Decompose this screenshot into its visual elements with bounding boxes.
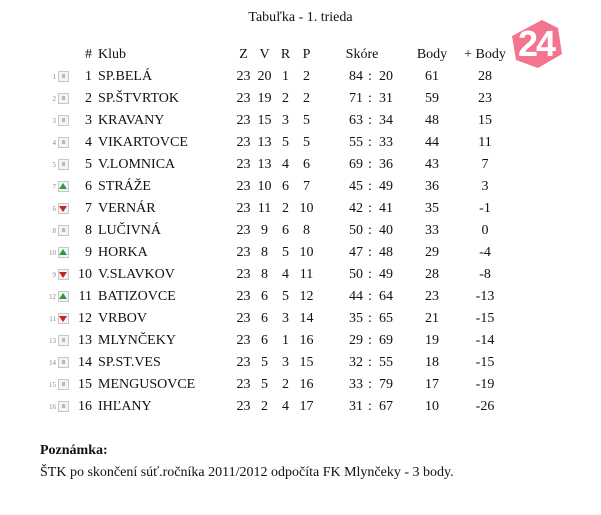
losses: 7 xyxy=(303,179,310,194)
points: 21 xyxy=(425,311,439,326)
trend-same-icon xyxy=(58,401,69,412)
losses: 12 xyxy=(299,289,314,304)
score-separator: : xyxy=(368,311,372,326)
losses: 5 xyxy=(303,113,310,128)
table-row xyxy=(44,264,513,286)
trend-mark xyxy=(59,316,67,322)
prev-position: 1 xyxy=(52,73,56,81)
trend-icon-cell xyxy=(58,374,72,396)
plus-points: -14 xyxy=(475,333,495,348)
played: 23 xyxy=(236,157,251,172)
played: 23 xyxy=(236,179,251,194)
rank: 16 xyxy=(78,399,92,414)
points: 10 xyxy=(425,399,439,414)
club-name: HORKA xyxy=(98,245,148,260)
goals-for: 44 xyxy=(349,289,363,304)
goals-against: 55 xyxy=(379,355,393,370)
club-name: IHĽANY xyxy=(98,399,152,414)
trend-same-icon xyxy=(58,93,69,104)
goals-for: 45 xyxy=(349,179,363,194)
losses: 15 xyxy=(299,355,314,370)
table-row xyxy=(44,242,513,264)
score-separator: : xyxy=(368,333,372,348)
plus-points: 28 xyxy=(478,69,492,84)
losses: 2 xyxy=(303,91,310,106)
losses: 14 xyxy=(299,311,314,326)
points: 29 xyxy=(425,245,439,260)
trend-mark xyxy=(62,118,65,122)
table-row xyxy=(44,154,513,176)
goals-for: 71 xyxy=(349,91,363,106)
losses: 10 xyxy=(299,201,314,216)
prev-position: 3 xyxy=(52,117,56,125)
goals-for: 84 xyxy=(349,69,363,84)
trend-same-icon xyxy=(58,71,69,82)
trend-icon-cell xyxy=(58,286,72,308)
table-row xyxy=(44,330,513,352)
played: 23 xyxy=(236,223,251,238)
plus-points: -26 xyxy=(475,399,495,414)
played: 23 xyxy=(236,91,251,106)
points: 43 xyxy=(425,157,439,172)
goals-against: 31 xyxy=(379,91,393,106)
played: 23 xyxy=(236,311,251,326)
goals-against: 64 xyxy=(379,289,393,304)
draws: 4 xyxy=(282,399,289,414)
prev-position: 15 xyxy=(49,381,56,389)
rank: 8 xyxy=(85,223,92,238)
points: 59 xyxy=(425,91,439,106)
played: 23 xyxy=(236,69,251,84)
trend-same-icon xyxy=(58,335,69,346)
trend-mark xyxy=(62,140,65,144)
logo-text: 24 xyxy=(517,23,555,64)
points: 23 xyxy=(425,289,439,304)
club-name: V.LOMNICA xyxy=(98,157,176,172)
trend-mark xyxy=(59,249,67,255)
goals-for: 55 xyxy=(349,135,363,150)
wins: 2 xyxy=(261,399,268,414)
trend-mark xyxy=(59,206,67,212)
trend-down-icon xyxy=(58,269,69,280)
rank: 14 xyxy=(78,355,92,370)
goals-for: 35 xyxy=(349,311,363,326)
draws: 3 xyxy=(282,311,289,326)
table-row xyxy=(44,132,513,154)
score-separator: : xyxy=(368,267,372,282)
wins: 6 xyxy=(261,289,268,304)
points: 61 xyxy=(425,69,439,84)
wins: 8 xyxy=(261,267,268,282)
draws: 5 xyxy=(282,289,289,304)
goals-against: 40 xyxy=(379,223,393,238)
table-row xyxy=(44,374,513,396)
draws: 3 xyxy=(282,113,289,128)
table-row xyxy=(44,308,513,330)
club-name: SP.BELÁ xyxy=(98,69,153,84)
wins: 6 xyxy=(261,333,268,348)
score-separator: : xyxy=(368,201,372,216)
header-draws: R xyxy=(280,47,291,62)
draws: 5 xyxy=(282,245,289,260)
prev-position: 5 xyxy=(52,161,56,169)
plus-points: 3 xyxy=(481,179,489,194)
club-name: MENGUSOVCE xyxy=(98,377,196,392)
trend-mark xyxy=(59,183,67,189)
trend-icon-cell xyxy=(58,88,72,110)
draws: 4 xyxy=(282,267,289,282)
club-name: VRBOV xyxy=(98,311,148,326)
draws: 6 xyxy=(282,179,289,194)
trend-icon-cell xyxy=(58,66,72,88)
table-header-row xyxy=(44,44,513,66)
points: 44 xyxy=(425,135,439,150)
trend-icon-cell xyxy=(58,220,72,242)
header-played: Z xyxy=(239,47,248,62)
rank: 10 xyxy=(78,267,92,282)
trend-same-icon xyxy=(58,357,69,368)
trend-icon-cell xyxy=(58,242,72,264)
goals-against: 49 xyxy=(379,267,393,282)
trend-icon-cell xyxy=(58,176,72,198)
club-name: SP.ST.VES xyxy=(98,355,161,370)
header-wins: V xyxy=(259,47,270,62)
goals-for: 32 xyxy=(349,355,363,370)
standings-table xyxy=(44,44,513,418)
losses: 16 xyxy=(299,333,314,348)
trend-icon-cell xyxy=(58,132,72,154)
prev-position: 9 xyxy=(52,271,56,279)
goals-for: 31 xyxy=(349,399,363,414)
plus-points: -1 xyxy=(479,201,491,216)
club-name: V.SLAVKOV xyxy=(98,267,175,282)
prev-position: 7 xyxy=(52,183,56,191)
wins: 13 xyxy=(257,135,272,150)
wins: 8 xyxy=(261,245,268,260)
points: 48 xyxy=(425,113,439,128)
losses: 8 xyxy=(303,223,310,238)
trend-mark xyxy=(62,360,65,364)
table-row xyxy=(44,286,513,308)
club-name: BATIZOVCE xyxy=(98,289,176,304)
played: 23 xyxy=(236,399,251,414)
wins: 10 xyxy=(257,179,272,194)
club-name: STRÁŽE xyxy=(98,179,151,194)
rank: 3 xyxy=(85,113,92,128)
trend-mark xyxy=(62,228,65,232)
score-separator: : xyxy=(368,179,372,194)
wins: 5 xyxy=(261,355,268,370)
draws: 2 xyxy=(282,91,289,106)
wins: 20 xyxy=(257,69,272,84)
club-name: KRAVANY xyxy=(98,113,165,128)
standings-body xyxy=(44,66,513,418)
trend-mark xyxy=(62,74,65,78)
trend-mark xyxy=(62,338,65,342)
rank: 2 xyxy=(85,91,92,106)
losses: 10 xyxy=(299,245,314,260)
played: 23 xyxy=(236,355,251,370)
trend-same-icon xyxy=(58,115,69,126)
points: 36 xyxy=(425,179,439,194)
score-separator: : xyxy=(368,399,372,414)
losses: 16 xyxy=(299,377,314,392)
trend-icon-cell xyxy=(58,330,72,352)
trend-icon-cell xyxy=(58,110,72,132)
header-losses: P xyxy=(302,47,311,62)
losses: 6 xyxy=(303,157,310,172)
score-separator: : xyxy=(368,289,372,304)
draws: 1 xyxy=(282,333,289,348)
goals-against: 20 xyxy=(379,69,393,84)
header-trend xyxy=(58,44,72,66)
header-rank: # xyxy=(85,47,92,62)
trend-icon-cell xyxy=(58,308,72,330)
prev-position: 13 xyxy=(49,337,56,345)
trend-mark xyxy=(62,96,65,100)
score-separator: : xyxy=(368,113,372,128)
goals-against: 41 xyxy=(379,201,393,216)
trend-mark xyxy=(59,293,67,299)
trend-same-icon xyxy=(58,225,69,236)
plus-points: -15 xyxy=(475,355,495,370)
draws: 4 xyxy=(282,157,289,172)
draws: 1 xyxy=(282,69,289,84)
plus-points: 0 xyxy=(481,223,489,238)
rank: 1 xyxy=(85,69,92,84)
goals-against: 34 xyxy=(379,113,393,128)
club-name: SP.ŠTVRTOK xyxy=(98,91,179,106)
trend-mark xyxy=(62,382,65,386)
played: 23 xyxy=(236,377,251,392)
plus-points: -8 xyxy=(479,267,491,282)
site-logo[interactable] xyxy=(508,18,564,70)
rank: 6 xyxy=(85,179,92,194)
goals-against: 36 xyxy=(379,157,393,172)
table-row xyxy=(44,396,513,418)
draws: 3 xyxy=(282,355,289,370)
score-separator: : xyxy=(368,355,372,370)
prev-position: 12 xyxy=(49,293,56,301)
played: 23 xyxy=(236,113,251,128)
prev-position: 11 xyxy=(49,315,56,323)
header-prev-position xyxy=(44,44,58,66)
trend-same-icon xyxy=(58,137,69,148)
goals-against: 33 xyxy=(379,135,393,150)
rank: 11 xyxy=(78,289,92,304)
score-separator: : xyxy=(368,91,372,106)
header-club: Klub xyxy=(98,47,126,62)
trend-icon-cell xyxy=(58,396,72,418)
goals-for: 50 xyxy=(349,223,363,238)
points: 28 xyxy=(425,267,439,282)
table-row xyxy=(44,66,513,88)
rank: 4 xyxy=(85,135,92,150)
goals-against: 48 xyxy=(379,245,393,260)
points: 18 xyxy=(425,355,439,370)
prev-position: 10 xyxy=(49,249,56,257)
score-separator: : xyxy=(368,377,372,392)
draws: 6 xyxy=(282,223,289,238)
wins: 6 xyxy=(261,311,268,326)
points: 33 xyxy=(425,223,439,238)
trend-up-icon xyxy=(58,291,69,302)
trend-mark xyxy=(59,272,67,278)
trend-same-icon xyxy=(58,159,69,170)
trend-icon-cell xyxy=(58,154,72,176)
losses: 17 xyxy=(299,399,314,414)
played: 23 xyxy=(236,333,251,348)
page-title: Tabuľka - 1. trieda xyxy=(248,10,353,25)
trend-down-icon xyxy=(58,203,69,214)
wins: 9 xyxy=(261,223,268,238)
trend-icon-cell xyxy=(58,264,72,286)
draws: 2 xyxy=(282,377,289,392)
draws: 2 xyxy=(282,201,289,216)
table-row xyxy=(44,220,513,242)
goals-against: 69 xyxy=(379,333,393,348)
wins: 19 xyxy=(257,91,272,106)
header-score: Skóre xyxy=(345,47,379,62)
note-label: Poznámka: xyxy=(40,443,108,458)
rank: 12 xyxy=(78,311,92,326)
prev-position: 6 xyxy=(52,205,56,213)
goals-for: 47 xyxy=(349,245,363,260)
prev-position: 8 xyxy=(52,227,56,235)
prev-position: 14 xyxy=(49,359,56,367)
goals-against: 65 xyxy=(379,311,393,326)
goals-for: 42 xyxy=(349,201,363,216)
points: 19 xyxy=(425,333,439,348)
score-separator: : xyxy=(368,135,372,150)
score-separator: : xyxy=(368,223,372,238)
score-separator: : xyxy=(368,245,372,260)
goals-against: 49 xyxy=(379,179,393,194)
trend-mark xyxy=(62,162,65,166)
goals-for: 69 xyxy=(349,157,363,172)
trend-up-icon xyxy=(58,181,69,192)
played: 23 xyxy=(236,267,251,282)
rank: 15 xyxy=(78,377,92,392)
plus-points: 23 xyxy=(478,91,492,106)
table-row xyxy=(44,176,513,198)
goals-for: 50 xyxy=(349,267,363,282)
prev-position: 4 xyxy=(52,139,56,147)
points: 17 xyxy=(425,377,439,392)
played: 23 xyxy=(236,201,251,216)
trend-icon-cell xyxy=(58,352,72,374)
losses: 11 xyxy=(299,267,314,282)
trend-mark xyxy=(62,404,65,408)
losses: 2 xyxy=(303,69,310,84)
rank: 13 xyxy=(78,333,92,348)
plus-points: -15 xyxy=(475,311,495,326)
table-row xyxy=(44,88,513,110)
played: 23 xyxy=(236,245,251,260)
table-row xyxy=(44,110,513,132)
rank: 7 xyxy=(85,201,92,216)
rank: 5 xyxy=(85,157,92,172)
club-name: VIKARTOVCE xyxy=(98,135,188,150)
score-separator: : xyxy=(368,157,372,172)
table-row xyxy=(44,198,513,220)
prev-position: 16 xyxy=(49,403,56,411)
plus-points: -19 xyxy=(475,377,495,392)
goals-for: 63 xyxy=(349,113,363,128)
goals-for: 33 xyxy=(349,377,363,392)
club-name: MLYNČEKY xyxy=(98,333,176,348)
header-plus-points: + Body xyxy=(464,47,506,62)
plus-points: -13 xyxy=(475,289,495,304)
header-points: Body xyxy=(416,47,448,62)
trend-icon-cell xyxy=(58,198,72,220)
plus-points: 7 xyxy=(481,157,489,172)
trend-same-icon xyxy=(58,379,69,390)
played: 23 xyxy=(236,289,251,304)
plus-points: -4 xyxy=(479,245,491,260)
wins: 13 xyxy=(257,157,272,172)
losses: 5 xyxy=(303,135,310,150)
goals-for: 29 xyxy=(349,333,363,348)
rank: 9 xyxy=(85,245,92,260)
trend-up-icon xyxy=(58,247,69,258)
goals-against: 67 xyxy=(379,399,393,414)
points: 35 xyxy=(425,201,439,216)
wins: 15 xyxy=(257,113,272,128)
draws: 5 xyxy=(282,135,289,150)
table-row xyxy=(44,352,513,374)
wins: 5 xyxy=(261,377,268,392)
score-separator: : xyxy=(368,69,372,84)
club-name: VERNÁR xyxy=(98,201,156,216)
trend-down-icon xyxy=(58,313,69,324)
club-name: LUČIVNÁ xyxy=(98,223,161,238)
prev-position: 2 xyxy=(52,95,56,103)
wins: 11 xyxy=(257,201,272,216)
note-text: ŠTK po skončení súť.ročníka 2011/2012 odpočíta FK Mlynčeky - 3 body. xyxy=(40,465,454,480)
plus-points: 11 xyxy=(478,135,492,150)
goals-against: 79 xyxy=(379,377,393,392)
plus-points: 15 xyxy=(478,113,492,128)
played: 23 xyxy=(236,135,251,150)
